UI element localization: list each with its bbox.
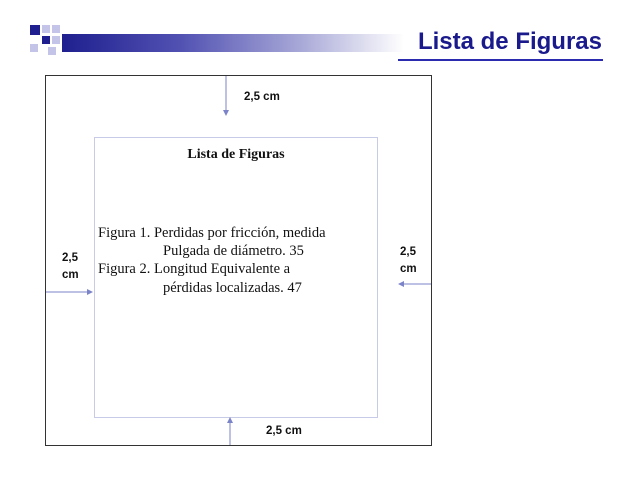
right-margin-unit: cm (400, 263, 417, 275)
bottom-margin-label: 2,5 cm (266, 425, 302, 437)
figure-entry-line: Figura 2. Longitud Equivalente a (98, 261, 291, 277)
right-margin-label (400, 244, 417, 278)
document-heading: Lista de Figuras (187, 147, 285, 162)
figure-entry-line: Figura 1. Perdidas por fricción, medida (98, 225, 326, 241)
right-margin-value: 2,5 (400, 246, 416, 258)
left-margin-label (62, 250, 79, 284)
left-margin-value: 2,5 (62, 252, 78, 264)
left-margin-unit: cm (62, 269, 79, 281)
figure-entry-line: Pulgada de diámetro. 35 (163, 243, 304, 259)
slide-title: Lista de Figuras (417, 28, 602, 55)
figure-entry-line: pérdidas localizadas. 47 (163, 280, 302, 296)
top-margin-label: 2,5 cm (244, 91, 280, 103)
